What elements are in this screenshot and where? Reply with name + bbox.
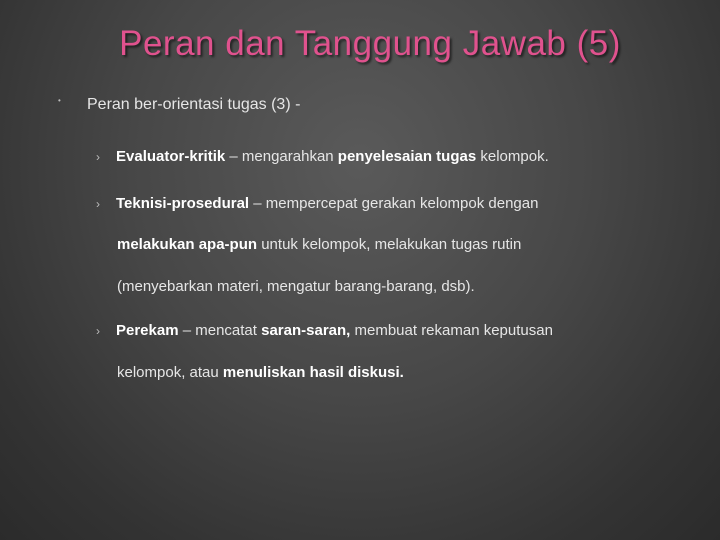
item-text: kelompok.	[476, 148, 549, 165]
list-item-perekam	[96, 322, 553, 339]
list-item-teknisi	[96, 195, 538, 212]
item-text: – mengarahkan	[225, 148, 338, 165]
item-text: – mencatat	[178, 322, 262, 339]
item-text: membuat rekaman keputusan	[350, 322, 553, 339]
bullet-text: Peran ber-orientasi tugas (3) -	[87, 96, 301, 113]
term-perekam: Perekam	[116, 322, 179, 339]
item-bold-text: menuliskan hasil diskusi.	[222, 364, 404, 381]
chevron-right-icon: ›	[96, 150, 100, 164]
term-evaluator: Evaluator-kritik	[116, 148, 226, 165]
item-text: – mempercepat gerakan kelompok dengan	[249, 195, 539, 212]
chevron-right-icon: ›	[96, 197, 100, 211]
item-bold-text: saran-saran,	[261, 322, 351, 339]
term-teknisi: Teknisi-prosedural	[116, 195, 250, 212]
list-item-evaluator	[96, 148, 549, 165]
item-bold-text: penyelesaian tugas	[337, 148, 477, 165]
chevron-right-icon: ›	[96, 324, 100, 338]
bullet-dot-icon: •	[58, 96, 61, 105]
slide-title: Peran dan Tanggung Jawab (5)	[119, 24, 621, 63]
list-item-teknisi-line3: (menyebarkan materi, mengatur barang-barang, dsb).	[117, 278, 475, 295]
list-item-teknisi-line2	[117, 236, 521, 253]
item-text: untuk kelompok, melakukan tugas rutin	[257, 236, 522, 253]
list-item-perekam-line2	[117, 364, 404, 381]
item-text: kelompok, atau	[117, 364, 223, 381]
item-bold-text: melakukan apa-pun	[117, 236, 258, 253]
